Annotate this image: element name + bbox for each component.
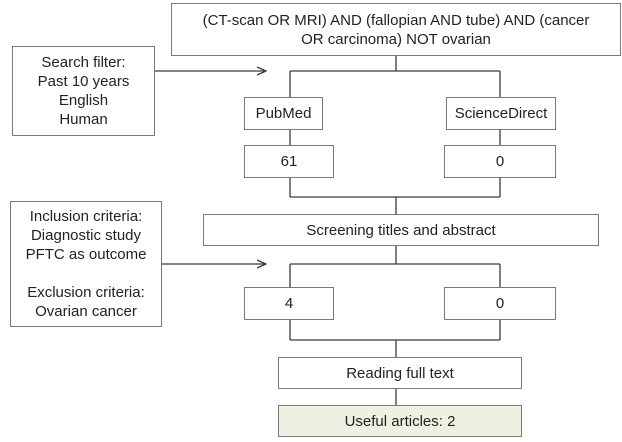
search-filter-box [12,46,155,136]
full-text-label: Reading full text [346,364,454,382]
sciencedirect-screened-count-box [444,287,556,320]
search-filter-title: Search filter: [41,54,126,71]
search-query-line-1: (CT-scan OR MRI) AND (fallopian AND tube) AND (cancer [202,11,590,29]
search-filter-years: Past 10 years [37,73,130,90]
screening-box [203,214,599,246]
search-filter-language: English [58,92,109,109]
criteria-box [10,201,162,327]
inclusion-outcome: PFTC as outcome [25,246,147,263]
search-filter-species: Human [59,111,108,128]
result-label: Useful articles: 2 [344,412,456,430]
exclusion-title: Exclusion criteria: [27,284,145,301]
sciencedirect-count-box [444,145,556,178]
search-query-box [171,3,621,56]
inclusion-title: Inclusion criteria: [29,208,143,225]
sciencedirect-screened-count: 0 [495,295,505,312]
inclusion-study: Diagnostic study [30,227,142,244]
result-box [278,405,522,437]
database-pubmed [244,97,323,130]
sciencedirect-count: 0 [495,153,505,170]
search-query-line-2: OR carcinoma) NOT ovarian [301,30,491,48]
pubmed-screened-count-box [244,287,334,320]
screening-label: Screening titles and abstract [306,221,496,239]
database-sciencedirect-label: ScienceDirect [454,105,548,122]
pubmed-count-box [244,145,334,178]
database-pubmed-label: PubMed [255,105,312,122]
database-sciencedirect [446,97,556,130]
pubmed-screened-count: 4 [284,295,294,312]
full-text-box [278,357,522,389]
exclusion-ovarian: Ovarian cancer [35,303,137,320]
pubmed-count: 61 [280,153,298,170]
